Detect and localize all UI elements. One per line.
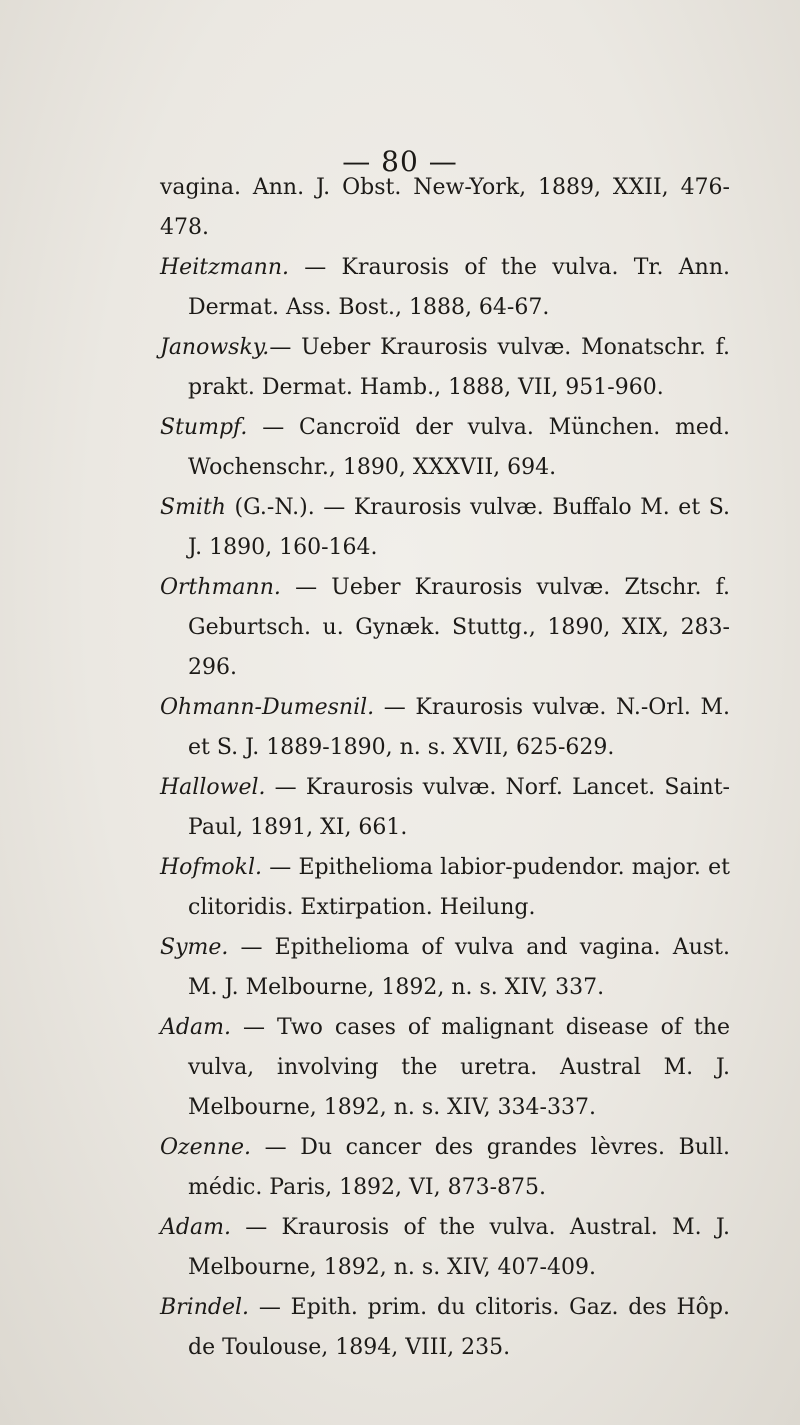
entry-author: Orthmann.: [160, 575, 281, 600]
bibliography-entry: [160, 328, 730, 408]
entry-text: — Epith. prim. du clitoris. Gaz. des Hôp. de Toulouse, 1894, VIII, 235.: [188, 1295, 730, 1360]
entry-text: — Du cancer des grandes lèvres. Bull. médic. Paris, 1892, VI, 873-875.: [188, 1135, 730, 1200]
entry-author: Hallowel.: [160, 775, 266, 800]
bibliography-continuation: [160, 168, 730, 248]
entry-text: — Two cases of malignant disease of the vulva, involving the uretra. Austral M. J. Melbourne, 1892, n. s. XIV, 334-337.: [188, 1015, 730, 1120]
entry-author: Ozenne.: [160, 1135, 251, 1160]
entry-text: — Kraurosis vulvæ. N.-Orl. M. et S. J. 1889-1890, n. s. XVII, 625-629.: [188, 695, 730, 760]
entry-author: Adam.: [160, 1015, 231, 1040]
entry-text: — Kraurosis vulvæ. Norf. Lancet. Saint-Paul, 1891, XI, 661.: [188, 775, 730, 840]
entry-author: Syme.: [160, 935, 229, 960]
bibliography-entry: [160, 1128, 730, 1208]
bibliography-entry: [160, 688, 730, 768]
entry-author: Stumpf.: [160, 415, 248, 440]
entry-author: Janowsky.: [160, 335, 270, 360]
entry-text: — Ueber Kraurosis vulvæ. Monatschr. f. prakt. Dermat. Hamb., 1888, VII, 951-960.: [188, 335, 730, 400]
bibliography-list: [160, 168, 730, 1368]
bibliography-entry: [160, 768, 730, 848]
entry-text: — Kraurosis of the vulva. Austral. M. J. Melbourne, 1892, n. s. XIV, 407-409.: [188, 1215, 730, 1280]
bibliography-entry: [160, 248, 730, 328]
entry-text: — Kraurosis of the vulva. Tr. Ann. Dermat. Ass. Bost., 1888, 64-67.: [188, 255, 730, 320]
continuation-text: vagina. Ann. J. Obst. New-York, 1889, XXII, 476-478.: [160, 175, 730, 240]
bibliography-entry: [160, 928, 730, 1008]
bibliography-entry: [160, 1288, 730, 1368]
bibliography-entry: [160, 1208, 730, 1288]
entry-author: Brindel.: [160, 1295, 250, 1320]
entry-text: — Cancroïd der vulva. München. med. Wochenschr., 1890, XXXVII, 694.: [188, 415, 730, 480]
bibliography-entry: [160, 568, 730, 688]
entry-author: Ohmann-Dumesnil.: [160, 695, 375, 720]
entry-author: Hofmokl.: [160, 855, 263, 880]
bibliography-entry: [160, 1008, 730, 1128]
entry-text: — Epithelioma labior-pudendor. major. et clitoridis. Extirpation. Heilung.: [188, 855, 730, 920]
entry-text: (G.-N.). — Kraurosis vulvæ. Buffalo M. et S. J. 1890, 160-164.: [188, 495, 730, 560]
entry-author: Heitzmann.: [160, 255, 289, 280]
entry-text: — Epithelioma of vulva and vagina. Aust. M. J. Melbourne, 1892, n. s. XIV, 337.: [188, 935, 730, 1000]
bibliography-entry: [160, 488, 730, 568]
entry-author: Smith: [160, 495, 226, 520]
page-number: — 80 —: [342, 145, 458, 178]
entry-author: Adam.: [160, 1215, 231, 1240]
bibliography-entry: [160, 408, 730, 488]
bibliography-entry: [160, 848, 730, 928]
entry-text: — Ueber Kraurosis vulvæ. Ztschr. f. Geburtsch. u. Gynæk. Stuttg., 1890, XIX, 283-296.: [188, 575, 730, 680]
